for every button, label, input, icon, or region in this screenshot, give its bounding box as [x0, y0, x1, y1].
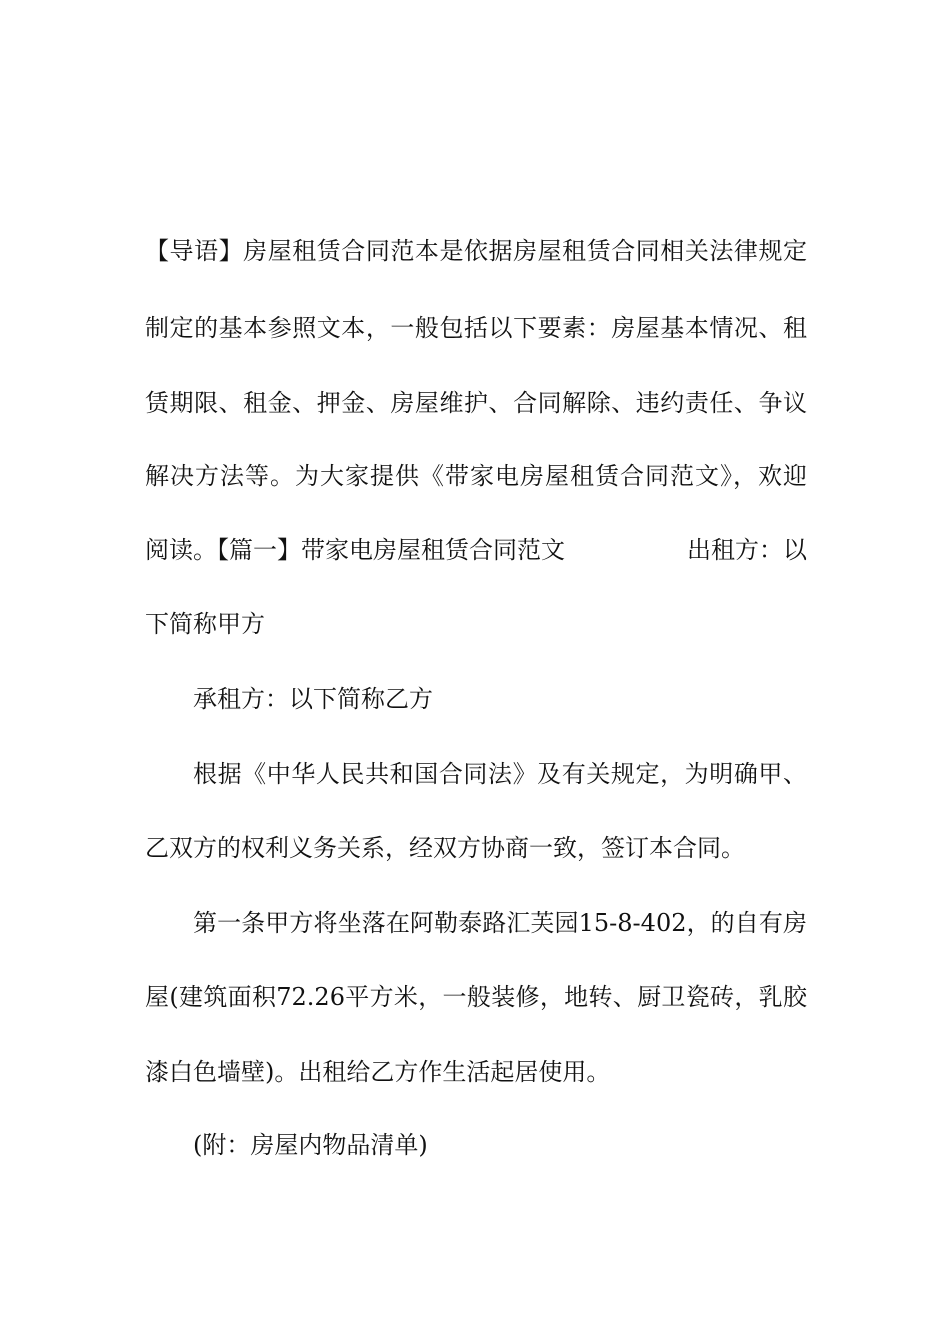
article-1-line-2: 屋(建筑面积72.26平方米，一般装修，地转、厨卫瓷砖，乳胶 [145, 983, 807, 1011]
intro-line-3: 赁期限、租金、押金、房屋维护、合同解除、违约责任、争议 [145, 389, 807, 417]
lessor-label: 出租方：以 [687, 536, 807, 564]
lessor-line-continued: 下简称甲方 [145, 610, 265, 638]
attachment-note: (附：房屋内物品清单) [193, 1131, 428, 1159]
chapter-heading: 阅读。【篇一】带家电房屋租赁合同范文 [145, 536, 565, 564]
basis-line-1: 根据《中华人民共和国合同法》及有关规定，为明确甲、 [193, 760, 807, 788]
article-1-line-1: 第一条甲方将坐落在阿勒泰路汇芙园15-8-402，的自有房 [193, 909, 807, 937]
basis-line-2: 乙双方的权利义务关系，经双方协商一致，签订本合同。 [145, 834, 745, 862]
intro-line-2: 制定的基本参照文本，一般包括以下要素：房屋基本情况、租 [145, 314, 807, 342]
article-1-line-3: 漆白色墙壁)。出租给乙方作生活起居使用。 [145, 1058, 611, 1086]
intro-line-1: 【导语】房屋租赁合同范本是依据房屋租赁合同相关法律规定 [145, 237, 807, 265]
lessee-line: 承租方：以下简称乙方 [193, 685, 433, 713]
intro-line-5 [145, 535, 807, 565]
intro-line-4: 解决方法等。为大家提供《带家电房屋租赁合同范文》，欢迎 [145, 462, 807, 490]
